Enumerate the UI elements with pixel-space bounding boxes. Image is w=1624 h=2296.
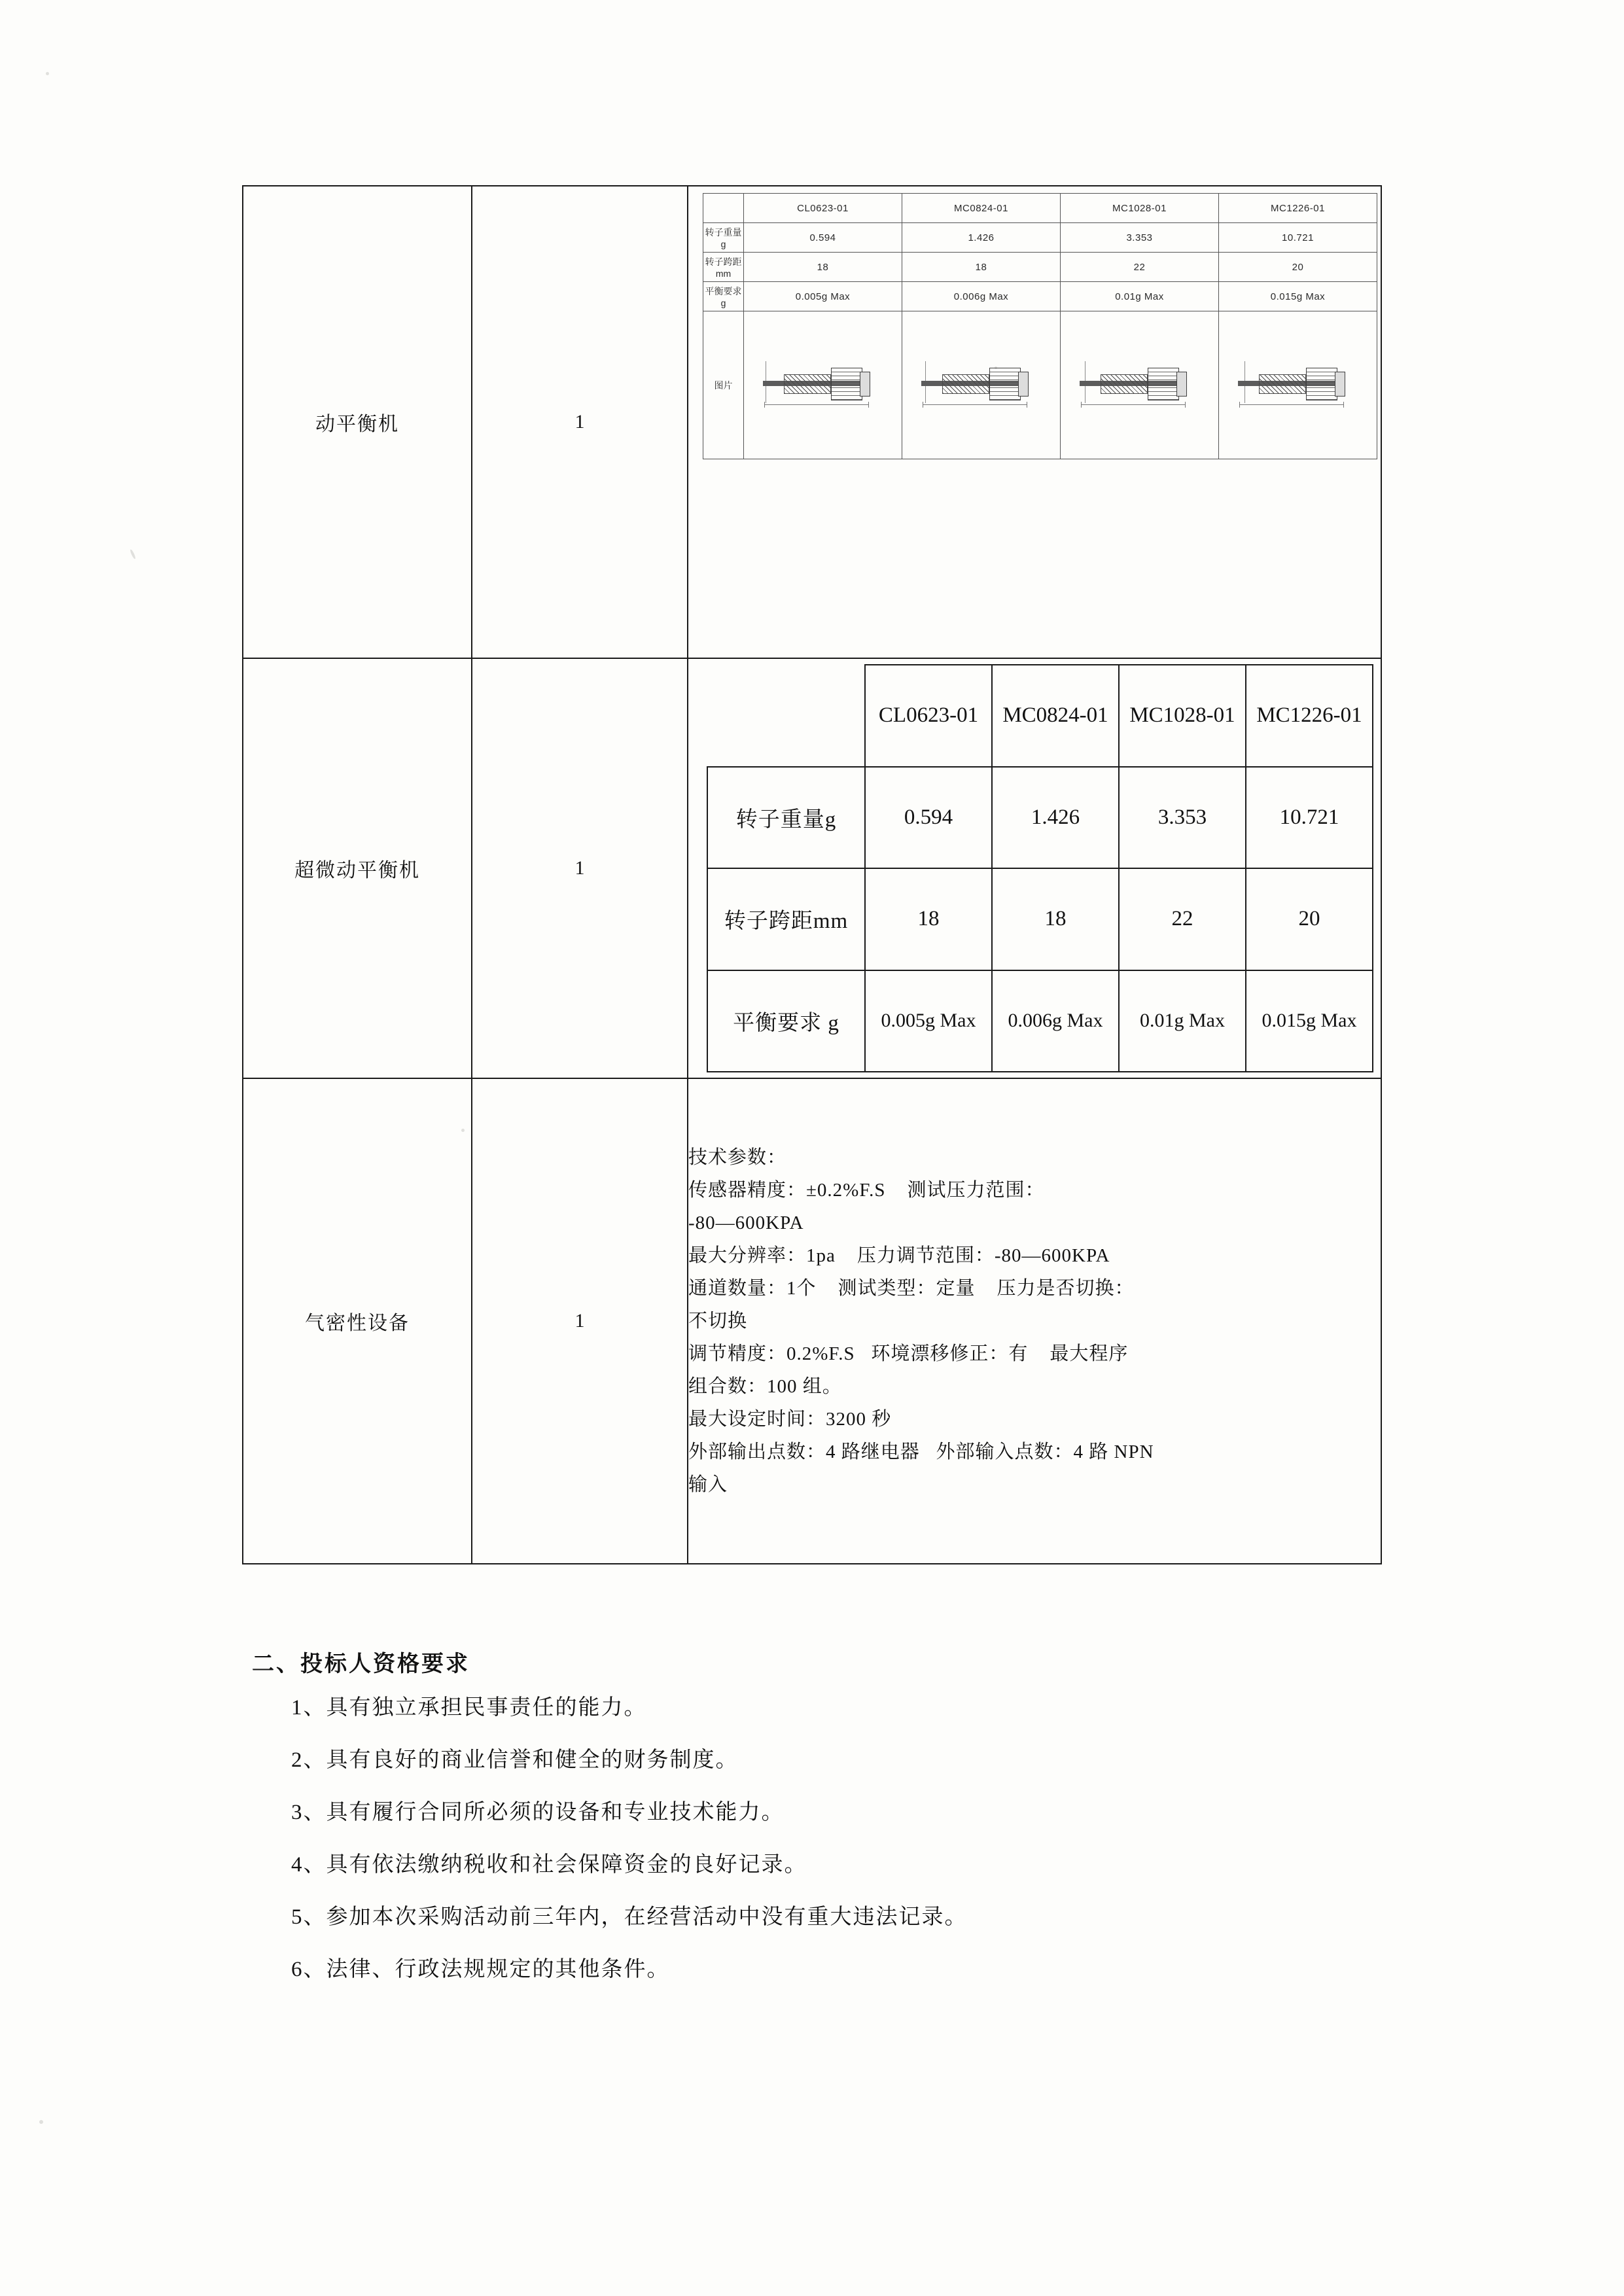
big-header-cell: MC1226-01 xyxy=(1246,665,1373,767)
spec-line: 调节精度：0.2%F.S 环境漂移修正：有 最大程序 xyxy=(688,1343,1129,1364)
mini-cell: 0.594 xyxy=(744,223,902,253)
big-cell: 0.015g Max xyxy=(1246,970,1373,1072)
mini-cell: 22 xyxy=(1061,253,1219,282)
big-cell: 0.006g Max xyxy=(992,970,1119,1072)
mini-row-label: 图片 xyxy=(703,311,744,459)
mini-spec-wrapper xyxy=(703,193,1377,651)
equipment-qty: 1 xyxy=(472,1078,688,1564)
spec-line: 技术参数： xyxy=(688,1147,787,1168)
rotor-drawing-cell xyxy=(902,311,1061,459)
mini-image-row xyxy=(703,311,1377,459)
big-row-label: 转子重量g xyxy=(707,767,865,869)
rotor-diagram-icon xyxy=(1074,357,1205,414)
big-cell: 20 xyxy=(1246,868,1373,970)
big-cell: 3.353 xyxy=(1119,767,1246,869)
big-cell: 0.01g Max xyxy=(1119,970,1246,1072)
big-spec-wrapper xyxy=(707,664,1375,1072)
equipment-spec-table xyxy=(688,658,1381,1078)
mini-header-row xyxy=(703,194,1377,223)
airtight-spec-text xyxy=(688,1141,1381,1501)
mini-balance-row xyxy=(703,282,1377,311)
mini-header-cell: MC1226-01 xyxy=(1219,194,1377,223)
mini-cell: 18 xyxy=(902,253,1061,282)
big-cell: 1.426 xyxy=(992,767,1119,869)
spec-line: 组合数：100 组。 xyxy=(688,1376,842,1397)
list-item: 3、具有履行合同所必须的设备和专业技术能力。 xyxy=(291,1801,785,1824)
mini-row-label: 转子重量g xyxy=(703,223,744,253)
big-row-label: 转子跨距mm xyxy=(707,868,865,970)
big-corner xyxy=(707,665,865,767)
scan-speck xyxy=(130,549,136,559)
spec-line: 不切换 xyxy=(688,1311,748,1332)
table-row xyxy=(243,186,1381,658)
scan-speck xyxy=(46,72,49,75)
spec-line: 输入 xyxy=(688,1474,728,1495)
big-cell: 0.005g Max xyxy=(865,970,992,1072)
equipment-table xyxy=(242,185,1382,1564)
big-balance-row xyxy=(707,970,1373,1072)
equipment-spec-paragraph xyxy=(688,1078,1381,1564)
big-cell: 18 xyxy=(992,868,1119,970)
equipment-qty: 1 xyxy=(472,658,688,1078)
mini-cell: 18 xyxy=(744,253,902,282)
mini-header-cell: CL0623-01 xyxy=(744,194,902,223)
equipment-name: 超微动平衡机 xyxy=(243,658,472,1078)
mini-cell: 0.006g Max xyxy=(902,282,1061,311)
spec-line: 最大设定时间：3200 秒 xyxy=(688,1409,892,1430)
rotor-mini-table xyxy=(703,193,1377,459)
rotor-drawing-cell xyxy=(1061,311,1219,459)
scan-speck xyxy=(39,2120,43,2124)
mini-span-row xyxy=(703,253,1377,282)
mini-cell: 0.005g Max xyxy=(744,282,902,311)
list-item: 4、具有依法缴纳税收和社会保障资金的良好记录。 xyxy=(291,1853,807,1877)
mini-header-cell: MC1028-01 xyxy=(1061,194,1219,223)
spec-line: 最大分辨率：1pa 压力调节范围：-80—600KPA xyxy=(688,1245,1110,1266)
equipment-name: 动平衡机 xyxy=(243,186,472,658)
spec-line: -80—600KPA xyxy=(688,1212,804,1233)
rotor-diagram-icon xyxy=(1233,357,1364,414)
list-item: 1、具有独立承担民事责任的能力。 xyxy=(291,1696,647,1720)
equipment-qty: 1 xyxy=(472,186,688,658)
rotor-diagram-icon xyxy=(916,357,1047,414)
list-item: 5、参加本次采购活动前三年内，在经营活动中没有重大违法记录。 xyxy=(291,1905,968,1929)
rotor-drawing-cell xyxy=(744,311,902,459)
rotor-diagram-icon xyxy=(758,357,889,414)
mini-header-cell: MC0824-01 xyxy=(902,194,1061,223)
big-cell: 0.594 xyxy=(865,767,992,869)
big-header-cell: MC1028-01 xyxy=(1119,665,1246,767)
rotor-drawing-cell xyxy=(1219,311,1377,459)
big-cell: 10.721 xyxy=(1246,767,1373,869)
mini-cell: 10.721 xyxy=(1219,223,1377,253)
spec-line: 通道数量：1个 测试类型：定量 压力是否切换： xyxy=(688,1278,1135,1299)
mini-cell: 20 xyxy=(1219,253,1377,282)
mini-corner xyxy=(703,194,744,223)
mini-weight-row xyxy=(703,223,1377,253)
spec-line: 外部输出点数：4 路继电器 外部输入点数：4 路 NPN xyxy=(688,1441,1154,1462)
mini-row-label: 转子跨距mm xyxy=(703,253,744,282)
big-row-label: 平衡要求 g xyxy=(707,970,865,1072)
mini-cell: 1.426 xyxy=(902,223,1061,253)
mini-cell: 3.353 xyxy=(1061,223,1219,253)
big-cell: 18 xyxy=(865,868,992,970)
qualification-requirements-list xyxy=(291,1691,1403,2005)
big-cell: 22 xyxy=(1119,868,1246,970)
big-header-cell: CL0623-01 xyxy=(865,665,992,767)
mini-cell: 0.015g Max xyxy=(1219,282,1377,311)
big-header-cell: MC0824-01 xyxy=(992,665,1119,767)
rotor-spec-table xyxy=(707,664,1373,1072)
list-item: 2、具有良好的商业信誉和健全的财务制度。 xyxy=(291,1748,739,1772)
mini-cell: 0.01g Max xyxy=(1061,282,1219,311)
spec-line: 传感器精度：±0.2%F.S 测试压力范围： xyxy=(688,1180,1045,1201)
table-row xyxy=(243,658,1381,1078)
big-span-row xyxy=(707,868,1373,970)
big-header-row xyxy=(707,665,1373,767)
table-row xyxy=(243,1078,1381,1564)
list-item: 6、法律、行政法规规定的其他条件。 xyxy=(291,1958,670,1981)
equipment-spec-scanned xyxy=(688,186,1381,658)
section-heading: 二、投标人资格要求 xyxy=(252,1652,470,1676)
mini-row-label: 平衡要求g xyxy=(703,282,744,311)
big-weight-row xyxy=(707,767,1373,869)
equipment-name: 气密性设备 xyxy=(243,1078,472,1564)
